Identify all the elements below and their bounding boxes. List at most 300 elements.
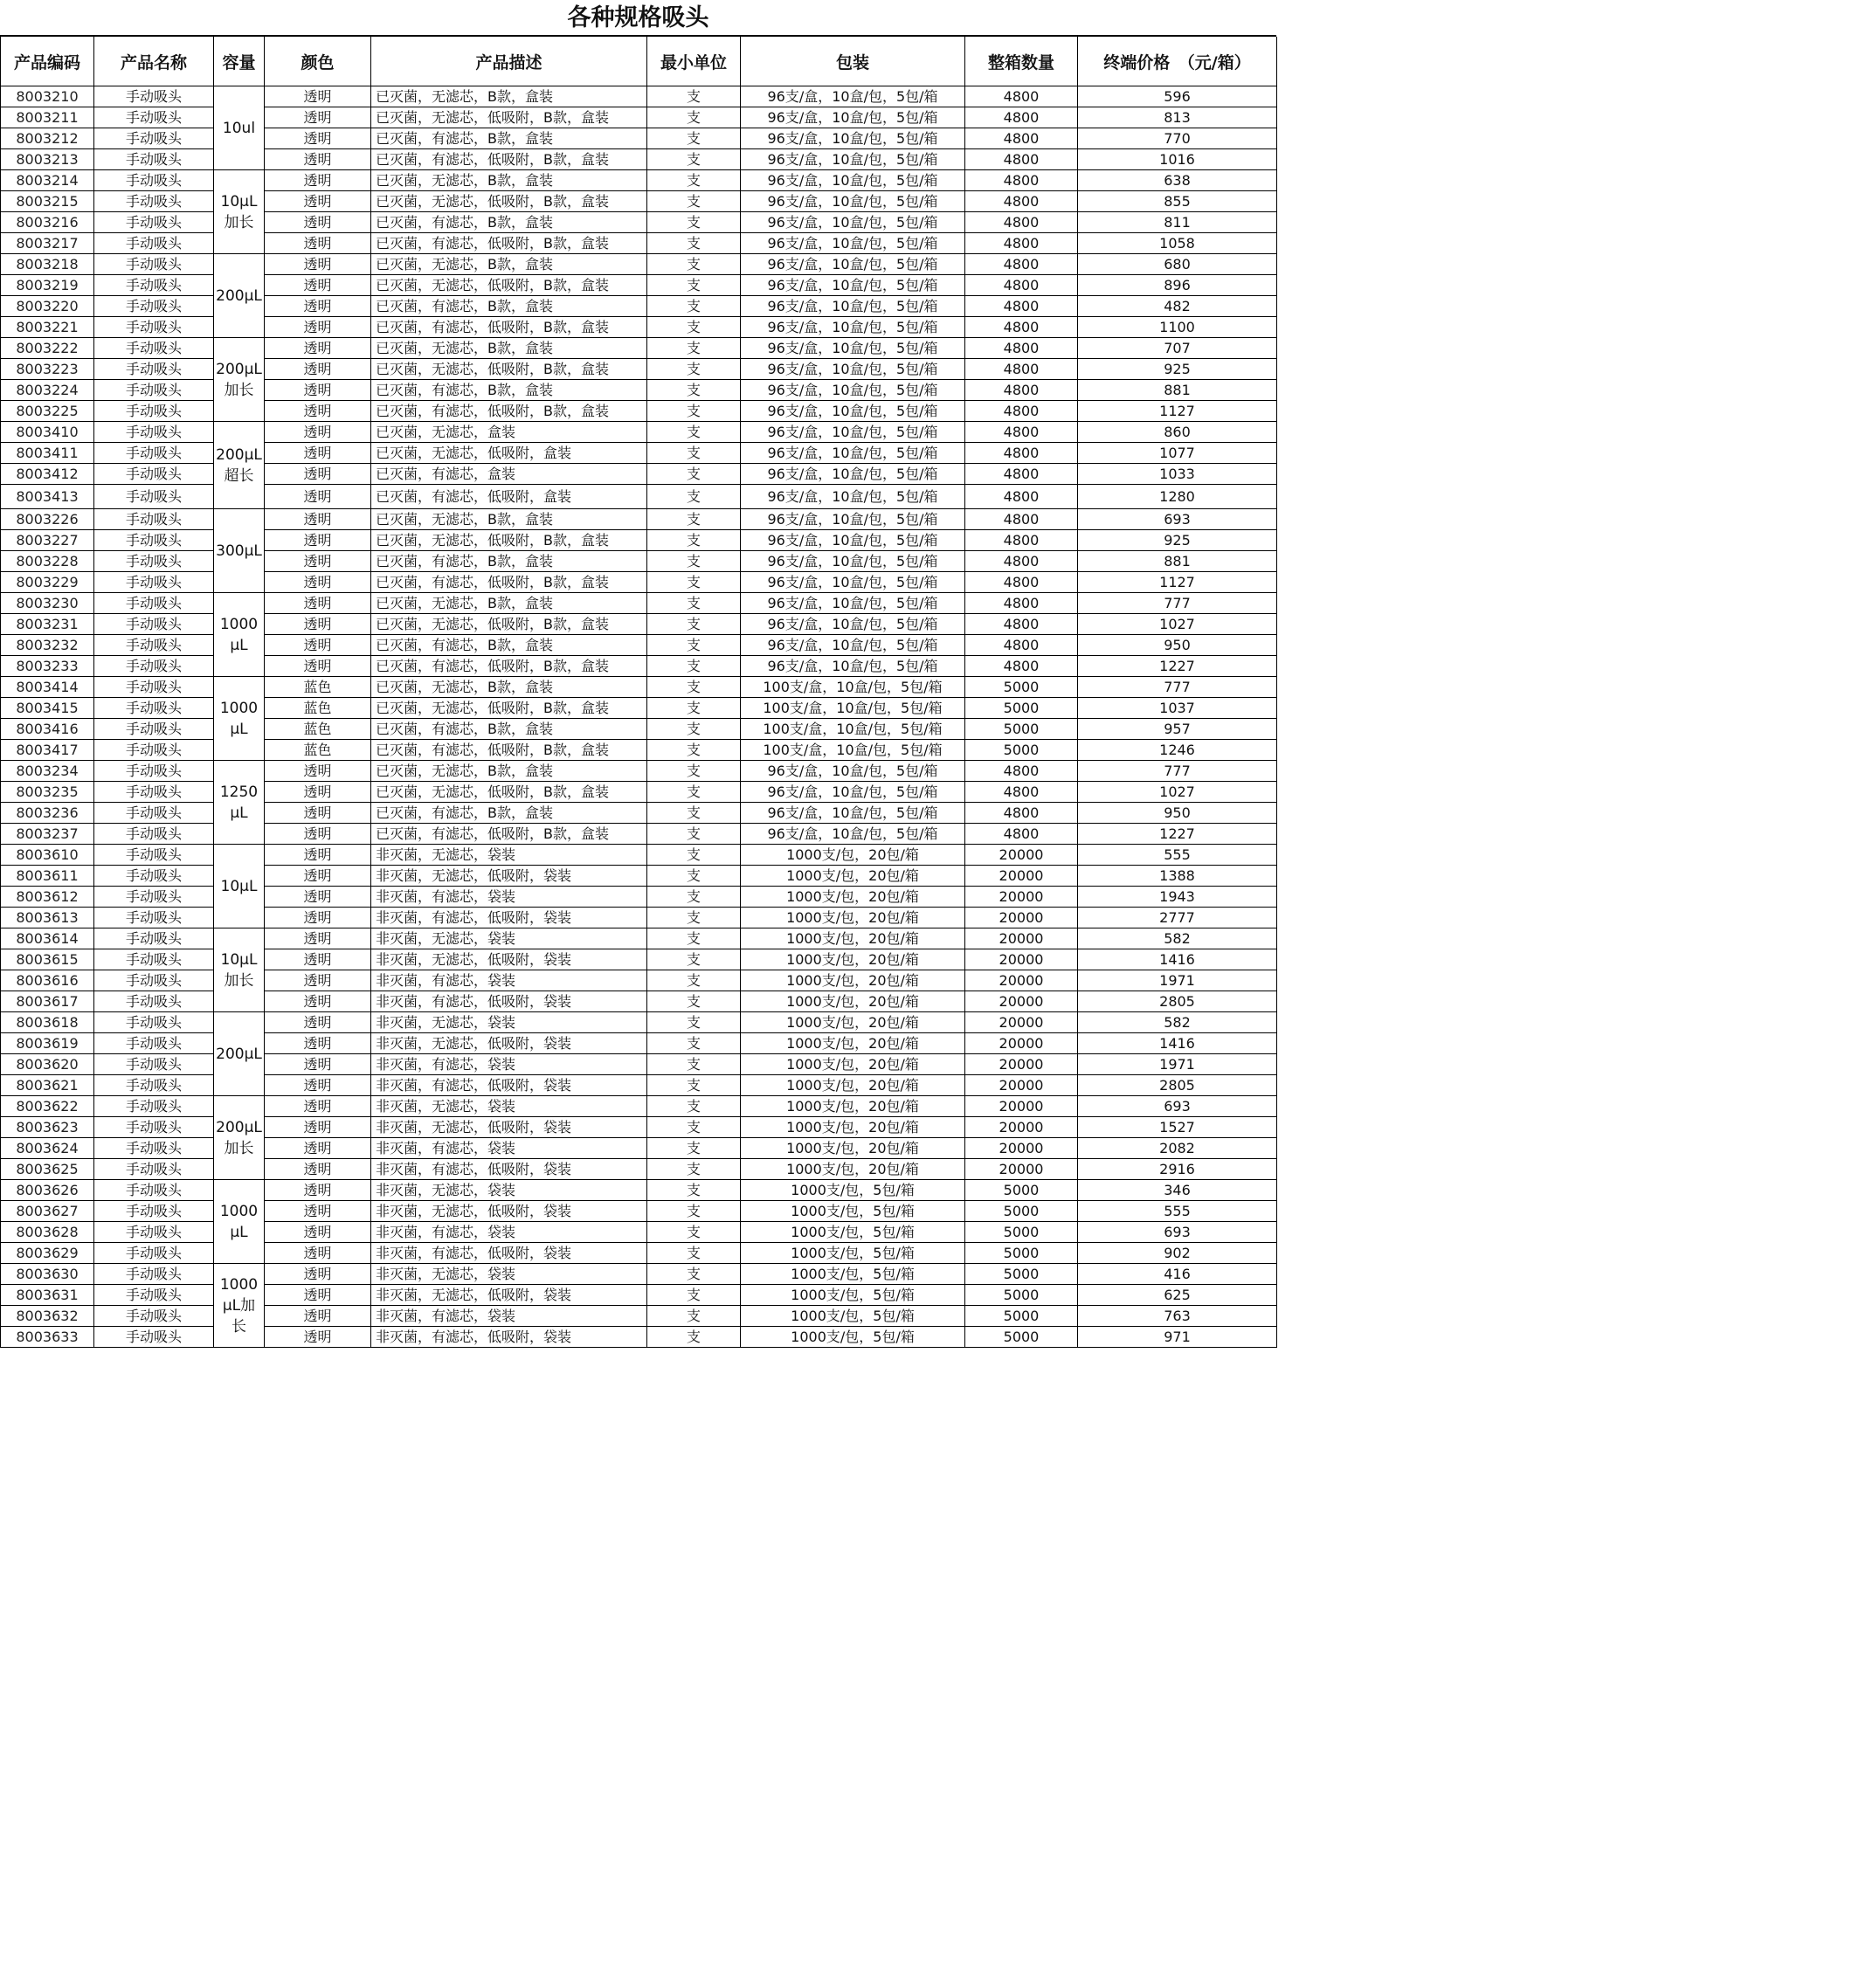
cell-code: 8003222 — [1, 338, 94, 359]
cell-description: 已灭菌，有滤芯，B款，盒装 — [371, 803, 647, 824]
table-row — [1, 970, 1277, 991]
cell-price: 2916 — [1078, 1159, 1277, 1180]
cell-price: 1388 — [1078, 866, 1277, 887]
cell-description: 非灭菌，有滤芯，袋装 — [371, 1306, 647, 1327]
cell-min-unit: 支 — [647, 107, 741, 128]
cell-box-quantity: 4800 — [965, 296, 1078, 317]
table-row — [1, 949, 1277, 970]
table-row — [1, 1033, 1277, 1054]
header-price: 终端价格 （元/箱） — [1078, 37, 1277, 86]
header-box-quantity: 整箱数量 — [965, 37, 1078, 86]
table-row — [1, 740, 1277, 761]
cell-min-unit: 支 — [647, 1096, 741, 1117]
cell-description: 非灭菌，有滤芯，低吸附，袋装 — [371, 1159, 647, 1180]
cell-min-unit: 支 — [647, 1180, 741, 1201]
cell-box-quantity: 4800 — [965, 509, 1078, 530]
cell-packaging: 96支/盒，10盒/包，5包/箱 — [741, 530, 965, 551]
cell-min-unit: 支 — [647, 1222, 741, 1243]
table-row — [1, 635, 1277, 656]
cell-color: 透明 — [265, 782, 371, 803]
cell-code: 8003632 — [1, 1306, 94, 1327]
cell-price: 2777 — [1078, 908, 1277, 928]
cell-price: 1027 — [1078, 782, 1277, 803]
cell-price: 1416 — [1078, 949, 1277, 970]
cell-description: 已灭菌，无滤芯，B款，盒装 — [371, 677, 647, 698]
cell-packaging: 96支/盒，10盒/包，5包/箱 — [741, 296, 965, 317]
header-min-unit: 最小单位 — [647, 37, 741, 86]
cell-price: 707 — [1078, 338, 1277, 359]
cell-min-unit: 支 — [647, 212, 741, 233]
table-row — [1, 1054, 1277, 1075]
cell-code: 8003216 — [1, 212, 94, 233]
cell-box-quantity: 4800 — [965, 233, 1078, 254]
cell-description: 已灭菌，有滤芯，低吸附，B款，盒装 — [371, 824, 647, 845]
cell-color: 透明 — [265, 422, 371, 443]
cell-min-unit: 支 — [647, 1012, 741, 1033]
cell-min-unit: 支 — [647, 698, 741, 719]
cell-packaging: 1000支/包，20包/箱 — [741, 1075, 965, 1096]
cell-name: 手动吸头 — [94, 1159, 214, 1180]
cell-packaging: 96支/盒，10盒/包，5包/箱 — [741, 761, 965, 782]
table-row — [1, 887, 1277, 908]
cell-name: 手动吸头 — [94, 1222, 214, 1243]
cell-min-unit: 支 — [647, 509, 741, 530]
cell-description: 已灭菌，无滤芯，低吸附，B款，盒装 — [371, 530, 647, 551]
cell-description: 非灭菌，无滤芯，袋装 — [371, 1012, 647, 1033]
cell-min-unit: 支 — [647, 380, 741, 401]
cell-color: 透明 — [265, 509, 371, 530]
cell-box-quantity: 5000 — [965, 698, 1078, 719]
cell-price: 811 — [1078, 212, 1277, 233]
table-row — [1, 1180, 1277, 1201]
header-color: 颜色 — [265, 37, 371, 86]
cell-color: 透明 — [265, 887, 371, 908]
cell-code: 8003627 — [1, 1201, 94, 1222]
cell-code: 8003619 — [1, 1033, 94, 1054]
cell-name: 手动吸头 — [94, 991, 214, 1012]
cell-price: 346 — [1078, 1180, 1277, 1201]
table-row — [1, 698, 1277, 719]
table-row — [1, 233, 1277, 254]
cell-price: 1227 — [1078, 656, 1277, 677]
cell-price: 1027 — [1078, 614, 1277, 635]
cell-description: 已灭菌，有滤芯，B款，盒装 — [371, 635, 647, 656]
cell-name: 手动吸头 — [94, 359, 214, 380]
cell-price: 2805 — [1078, 991, 1277, 1012]
cell-code: 8003227 — [1, 530, 94, 551]
cell-color: 透明 — [265, 928, 371, 949]
cell-packaging: 1000支/包，20包/箱 — [741, 1159, 965, 1180]
cell-color: 透明 — [265, 464, 371, 485]
cell-capacity: 200μL — [214, 254, 265, 338]
cell-name: 手动吸头 — [94, 170, 214, 191]
cell-description: 非灭菌，有滤芯，低吸附，袋装 — [371, 908, 647, 928]
cell-price: 881 — [1078, 551, 1277, 572]
cell-color: 透明 — [265, 1180, 371, 1201]
cell-price: 902 — [1078, 1243, 1277, 1264]
cell-price: 1971 — [1078, 1054, 1277, 1075]
cell-min-unit: 支 — [647, 782, 741, 803]
cell-color: 透明 — [265, 1285, 371, 1306]
cell-capacity: 200μL加长 — [214, 1096, 265, 1180]
cell-packaging: 96支/盒，10盒/包，5包/箱 — [741, 212, 965, 233]
cell-description: 已灭菌，无滤芯，低吸附，B款，盒装 — [371, 698, 647, 719]
cell-color: 透明 — [265, 1222, 371, 1243]
cell-box-quantity: 4800 — [965, 170, 1078, 191]
cell-color: 透明 — [265, 317, 371, 338]
cell-box-quantity: 20000 — [965, 1096, 1078, 1117]
cell-packaging: 96支/盒，10盒/包，5包/箱 — [741, 614, 965, 635]
cell-packaging: 1000支/包，20包/箱 — [741, 845, 965, 866]
cell-box-quantity: 4800 — [965, 593, 1078, 614]
cell-code: 8003219 — [1, 275, 94, 296]
cell-name: 手动吸头 — [94, 191, 214, 212]
cell-name: 手动吸头 — [94, 338, 214, 359]
cell-color: 透明 — [265, 128, 371, 149]
cell-price: 1100 — [1078, 317, 1277, 338]
cell-description: 非灭菌，无滤芯，低吸附，袋装 — [371, 1117, 647, 1138]
cell-name: 手动吸头 — [94, 1264, 214, 1285]
cell-box-quantity: 4800 — [965, 782, 1078, 803]
cell-packaging: 1000支/包，20包/箱 — [741, 908, 965, 928]
cell-code: 8003229 — [1, 572, 94, 593]
cell-box-quantity: 4800 — [965, 338, 1078, 359]
cell-description: 已灭菌，无滤芯，B款，盒装 — [371, 86, 647, 107]
table-row — [1, 1201, 1277, 1222]
cell-color: 透明 — [265, 1075, 371, 1096]
cell-box-quantity: 4800 — [965, 401, 1078, 422]
cell-packaging: 96支/盒，10盒/包，5包/箱 — [741, 149, 965, 170]
cell-color: 透明 — [265, 803, 371, 824]
table-row — [1, 380, 1277, 401]
cell-box-quantity: 20000 — [965, 949, 1078, 970]
table-row — [1, 845, 1277, 866]
table-row — [1, 275, 1277, 296]
cell-packaging: 1000支/包，20包/箱 — [741, 928, 965, 949]
cell-capacity: 1000μL — [214, 677, 265, 761]
cell-box-quantity: 20000 — [965, 845, 1078, 866]
cell-packaging: 96支/盒，10盒/包，5包/箱 — [741, 233, 965, 254]
cell-capacity: 200μL超长 — [214, 422, 265, 509]
cell-price: 957 — [1078, 719, 1277, 740]
cell-name: 手动吸头 — [94, 845, 214, 866]
table-row — [1, 212, 1277, 233]
cell-description: 非灭菌，无滤芯，袋装 — [371, 1264, 647, 1285]
cell-min-unit: 支 — [647, 149, 741, 170]
cell-packaging: 1000支/包，20包/箱 — [741, 970, 965, 991]
cell-description: 非灭菌，有滤芯，袋装 — [371, 1138, 647, 1159]
cell-color: 透明 — [265, 908, 371, 928]
cell-packaging: 96支/盒，10盒/包，5包/箱 — [741, 824, 965, 845]
cell-packaging: 1000支/包，20包/箱 — [741, 949, 965, 970]
cell-color: 透明 — [265, 1243, 371, 1264]
cell-box-quantity: 20000 — [965, 1054, 1078, 1075]
cell-min-unit: 支 — [647, 1033, 741, 1054]
cell-packaging: 96支/盒，10盒/包，5包/箱 — [741, 464, 965, 485]
cell-name: 手动吸头 — [94, 572, 214, 593]
table-row — [1, 317, 1277, 338]
cell-description: 已灭菌，有滤芯，B款，盒装 — [371, 551, 647, 572]
cell-description: 已灭菌，有滤芯，B款，盒装 — [371, 380, 647, 401]
cell-color: 透明 — [265, 86, 371, 107]
cell-packaging: 1000支/包，5包/箱 — [741, 1306, 965, 1327]
cell-capacity: 1000μL加长 — [214, 1264, 265, 1348]
cell-color: 透明 — [265, 1306, 371, 1327]
cell-price: 777 — [1078, 593, 1277, 614]
cell-code: 8003213 — [1, 149, 94, 170]
cell-description: 已灭菌，无滤芯，B款，盒装 — [371, 593, 647, 614]
cell-code: 8003616 — [1, 970, 94, 991]
cell-description: 已灭菌，无滤芯，低吸附，盒装 — [371, 443, 647, 464]
cell-price: 770 — [1078, 128, 1277, 149]
cell-color: 透明 — [265, 1012, 371, 1033]
cell-name: 手动吸头 — [94, 443, 214, 464]
table-row — [1, 107, 1277, 128]
cell-box-quantity: 4800 — [965, 422, 1078, 443]
cell-description: 非灭菌，有滤芯，袋装 — [371, 887, 647, 908]
cell-price: 2082 — [1078, 1138, 1277, 1159]
product-table — [0, 37, 1277, 1348]
cell-name: 手动吸头 — [94, 719, 214, 740]
cell-code: 8003231 — [1, 614, 94, 635]
cell-description: 非灭菌，有滤芯，低吸附，袋装 — [371, 1243, 647, 1264]
cell-packaging: 1000支/包，5包/箱 — [741, 1285, 965, 1306]
cell-description: 非灭菌，有滤芯，袋装 — [371, 970, 647, 991]
cell-code: 8003220 — [1, 296, 94, 317]
cell-code: 8003224 — [1, 380, 94, 401]
cell-min-unit: 支 — [647, 1306, 741, 1327]
cell-packaging: 1000支/包，5包/箱 — [741, 1180, 965, 1201]
cell-color: 透明 — [265, 233, 371, 254]
cell-box-quantity: 5000 — [965, 1264, 1078, 1285]
cell-name: 手动吸头 — [94, 1306, 214, 1327]
cell-min-unit: 支 — [647, 614, 741, 635]
cell-color: 透明 — [265, 359, 371, 380]
cell-name: 手动吸头 — [94, 1201, 214, 1222]
cell-name: 手动吸头 — [94, 614, 214, 635]
cell-description: 非灭菌，无滤芯，袋装 — [371, 1096, 647, 1117]
cell-min-unit: 支 — [647, 635, 741, 656]
cell-description: 非灭菌，无滤芯，袋装 — [371, 1180, 647, 1201]
cell-name: 手动吸头 — [94, 128, 214, 149]
cell-box-quantity: 5000 — [965, 1243, 1078, 1264]
cell-packaging: 96支/盒，10盒/包，5包/箱 — [741, 359, 965, 380]
table-row — [1, 422, 1277, 443]
table-row — [1, 1138, 1277, 1159]
cell-color: 透明 — [265, 866, 371, 887]
table-row — [1, 866, 1277, 887]
cell-name: 手动吸头 — [94, 1096, 214, 1117]
cell-color: 透明 — [265, 338, 371, 359]
cell-code: 8003618 — [1, 1012, 94, 1033]
cell-name: 手动吸头 — [94, 928, 214, 949]
table-row — [1, 338, 1277, 359]
cell-price: 1971 — [1078, 970, 1277, 991]
cell-color: 透明 — [265, 1096, 371, 1117]
cell-name: 手动吸头 — [94, 635, 214, 656]
cell-description: 已灭菌，无滤芯，B款，盒装 — [371, 254, 647, 275]
cell-name: 手动吸头 — [94, 1327, 214, 1348]
cell-description: 非灭菌，无滤芯，袋装 — [371, 845, 647, 866]
cell-packaging: 96支/盒，10盒/包，5包/箱 — [741, 191, 965, 212]
cell-min-unit: 支 — [647, 338, 741, 359]
cell-packaging: 100支/盒，10盒/包，5包/箱 — [741, 677, 965, 698]
table-row — [1, 170, 1277, 191]
cell-code: 8003228 — [1, 551, 94, 572]
cell-color: 透明 — [265, 824, 371, 845]
cell-capacity: 300μL — [214, 509, 265, 593]
cell-capacity: 200μL加长 — [214, 338, 265, 422]
cell-code: 8003628 — [1, 1222, 94, 1243]
cell-price: 680 — [1078, 254, 1277, 275]
cell-description: 已灭菌，有滤芯，低吸附，B款，盒装 — [371, 740, 647, 761]
table-row — [1, 191, 1277, 212]
cell-box-quantity: 5000 — [965, 740, 1078, 761]
cell-description: 非灭菌，无滤芯，低吸附，袋装 — [371, 1033, 647, 1054]
cell-price: 855 — [1078, 191, 1277, 212]
cell-name: 手动吸头 — [94, 485, 214, 509]
cell-color: 透明 — [265, 107, 371, 128]
cell-color: 透明 — [265, 656, 371, 677]
cell-code: 8003221 — [1, 317, 94, 338]
cell-name: 手动吸头 — [94, 422, 214, 443]
cell-description: 非灭菌，有滤芯，低吸附，袋装 — [371, 991, 647, 1012]
cell-code: 8003629 — [1, 1243, 94, 1264]
cell-min-unit: 支 — [647, 1138, 741, 1159]
table-row — [1, 1222, 1277, 1243]
cell-min-unit: 支 — [647, 551, 741, 572]
cell-code: 8003624 — [1, 1138, 94, 1159]
cell-price: 1127 — [1078, 572, 1277, 593]
cell-name: 手动吸头 — [94, 401, 214, 422]
cell-box-quantity: 20000 — [965, 887, 1078, 908]
cell-packaging: 100支/盒，10盒/包，5包/箱 — [741, 698, 965, 719]
cell-price: 555 — [1078, 1201, 1277, 1222]
cell-code: 8003226 — [1, 509, 94, 530]
cell-code: 8003613 — [1, 908, 94, 928]
cell-name: 手动吸头 — [94, 740, 214, 761]
cell-name: 手动吸头 — [94, 656, 214, 677]
sheet-title: 各种规格吸头 — [0, 0, 1276, 37]
cell-min-unit: 支 — [647, 803, 741, 824]
cell-code: 8003217 — [1, 233, 94, 254]
cell-packaging: 96支/盒，10盒/包，5包/箱 — [741, 107, 965, 128]
cell-name: 手动吸头 — [94, 296, 214, 317]
cell-min-unit: 支 — [647, 275, 741, 296]
cell-box-quantity: 4800 — [965, 86, 1078, 107]
cell-name: 手动吸头 — [94, 275, 214, 296]
cell-description: 已灭菌，无滤芯，低吸附，B款，盒装 — [371, 107, 647, 128]
cell-color: 透明 — [265, 296, 371, 317]
cell-code: 8003212 — [1, 128, 94, 149]
cell-color: 蓝色 — [265, 740, 371, 761]
table-row — [1, 1264, 1277, 1285]
cell-box-quantity: 5000 — [965, 1306, 1078, 1327]
cell-code: 8003225 — [1, 401, 94, 422]
cell-code: 8003623 — [1, 1117, 94, 1138]
cell-box-quantity: 4800 — [965, 530, 1078, 551]
cell-box-quantity: 20000 — [965, 970, 1078, 991]
cell-price: 693 — [1078, 1222, 1277, 1243]
cell-price: 1246 — [1078, 740, 1277, 761]
cell-description: 已灭菌，无滤芯，低吸附，B款，盒装 — [371, 614, 647, 635]
cell-packaging: 96支/盒，10盒/包，5包/箱 — [741, 275, 965, 296]
cell-description: 已灭菌，有滤芯，低吸附，B款，盒装 — [371, 572, 647, 593]
cell-name: 手动吸头 — [94, 530, 214, 551]
cell-code: 8003218 — [1, 254, 94, 275]
cell-description: 已灭菌，有滤芯，B款，盒装 — [371, 296, 647, 317]
cell-box-quantity: 4800 — [965, 191, 1078, 212]
table-row — [1, 359, 1277, 380]
cell-code: 8003625 — [1, 1159, 94, 1180]
cell-color: 透明 — [265, 572, 371, 593]
cell-min-unit: 支 — [647, 991, 741, 1012]
cell-name: 手动吸头 — [94, 803, 214, 824]
cell-box-quantity: 20000 — [965, 991, 1078, 1012]
cell-name: 手动吸头 — [94, 1243, 214, 1264]
cell-color: 透明 — [265, 401, 371, 422]
cell-packaging: 96支/盒，10盒/包，5包/箱 — [741, 635, 965, 656]
cell-box-quantity: 20000 — [965, 1075, 1078, 1096]
cell-name: 手动吸头 — [94, 551, 214, 572]
cell-price: 1058 — [1078, 233, 1277, 254]
header-packaging: 包装 — [741, 37, 965, 86]
cell-price: 950 — [1078, 635, 1277, 656]
cell-description: 已灭菌，有滤芯，低吸附，B款，盒装 — [371, 233, 647, 254]
cell-min-unit: 支 — [647, 530, 741, 551]
cell-code: 8003232 — [1, 635, 94, 656]
cell-name: 手动吸头 — [94, 149, 214, 170]
cell-packaging: 1000支/包，5包/箱 — [741, 1243, 965, 1264]
cell-code: 8003235 — [1, 782, 94, 803]
cell-name: 手动吸头 — [94, 782, 214, 803]
cell-name: 手动吸头 — [94, 949, 214, 970]
cell-min-unit: 支 — [647, 464, 741, 485]
table-row — [1, 1243, 1277, 1264]
cell-code: 8003610 — [1, 845, 94, 866]
cell-min-unit: 支 — [647, 296, 741, 317]
cell-name: 手动吸头 — [94, 86, 214, 107]
table-row — [1, 677, 1277, 698]
cell-price: 881 — [1078, 380, 1277, 401]
cell-packaging: 96支/盒，10盒/包，5包/箱 — [741, 170, 965, 191]
cell-color: 透明 — [265, 170, 371, 191]
cell-description: 已灭菌，无滤芯，低吸附，B款，盒装 — [371, 191, 647, 212]
cell-packaging: 1000支/包，5包/箱 — [741, 1264, 965, 1285]
table-row — [1, 1306, 1277, 1327]
cell-color: 透明 — [265, 761, 371, 782]
cell-packaging: 96支/盒，10盒/包，5包/箱 — [741, 593, 965, 614]
cell-box-quantity: 4800 — [965, 149, 1078, 170]
table-row — [1, 782, 1277, 803]
table-row — [1, 719, 1277, 740]
cell-color: 透明 — [265, 593, 371, 614]
table-row — [1, 1117, 1277, 1138]
cell-description: 已灭菌，无滤芯，B款，盒装 — [371, 509, 647, 530]
table-row — [1, 128, 1277, 149]
table-row — [1, 908, 1277, 928]
cell-color: 透明 — [265, 254, 371, 275]
cell-code: 8003223 — [1, 359, 94, 380]
table-row — [1, 254, 1277, 275]
cell-capacity: 10μL加长 — [214, 928, 265, 1012]
cell-box-quantity: 4800 — [965, 614, 1078, 635]
table-row — [1, 401, 1277, 422]
cell-name: 手动吸头 — [94, 677, 214, 698]
cell-code: 8003411 — [1, 443, 94, 464]
cell-description: 非灭菌，有滤芯，低吸附，袋装 — [371, 1075, 647, 1096]
cell-box-quantity: 20000 — [965, 866, 1078, 887]
